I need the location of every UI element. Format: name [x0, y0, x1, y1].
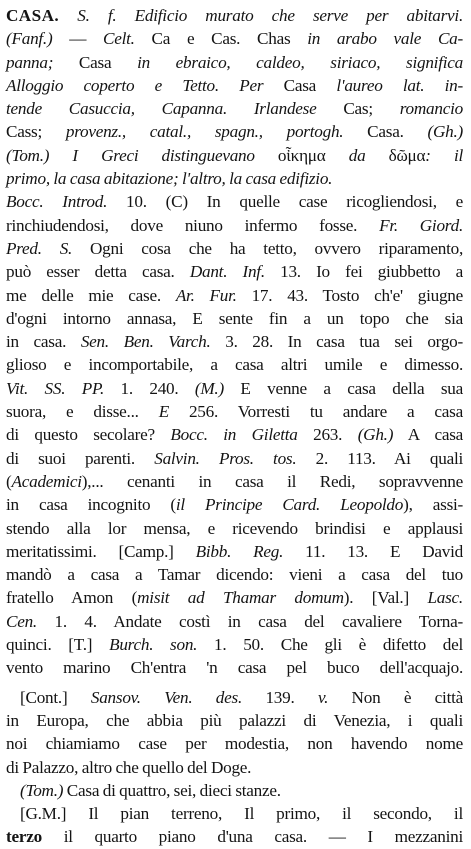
entry-line — [6, 802, 463, 825]
entry-text: mandò a casa a Tamar dicendo: vieni a casa del tuo — [6, 565, 463, 585]
italic-text: Cen. — [6, 611, 37, 631]
entry-line — [6, 144, 463, 167]
entry-line — [6, 586, 463, 609]
entry-text: in casa. — [6, 332, 81, 352]
entry-text: 1. 240. — [104, 378, 195, 398]
italic-text: tende Casuccia, Capanna. Irlandese — [6, 99, 317, 119]
entry-text: 3. 28. In casa tua sei orgo- — [210, 332, 464, 352]
entry-text: suora, e disse... — [6, 402, 159, 422]
entry-text: Casa — [263, 75, 337, 95]
italic-text: : il — [425, 145, 463, 165]
italic-text: Bibb. Reg. — [195, 541, 284, 561]
entry-text: d'ogni intorno annasa, E sente fin a un topo che sia — [6, 308, 463, 328]
italic-text: Pred. S. — [6, 238, 73, 258]
entry-text: Casa di quattro, sei, dieci stanze. — [63, 780, 281, 800]
entry-line — [6, 610, 463, 633]
italic-text: in ebraico, caldeo, siriaco, significa — [137, 52, 463, 72]
italic-text: il Principe Card. Leopoldo — [175, 495, 404, 515]
italic-text: Lasc. — [427, 588, 463, 608]
entry-line — [6, 686, 463, 709]
entry-line — [6, 4, 463, 27]
italic-text: romancio — [399, 99, 463, 119]
entry-line — [6, 779, 463, 802]
entry-text: ), assi- — [403, 495, 464, 515]
entry-text: fratello Amon ( — [6, 588, 138, 608]
entry-text: stendo alla lor mensa, e ricevendo brindisi e applausi — [6, 518, 463, 538]
italic-text: E — [158, 402, 169, 422]
entry-text: rinchiudendosi, dove niuno infermo fosse. — [6, 215, 380, 235]
italic-text: Vit. SS. PP. — [6, 378, 105, 398]
entry-text: di suoi parenti. — [6, 448, 155, 468]
entry-line — [6, 423, 463, 446]
entry-line — [6, 377, 463, 400]
entry-text: in casa incognito ( — [6, 495, 176, 515]
entry-line — [6, 330, 463, 353]
italic-text: da — [348, 145, 366, 165]
entry-text: E venne a casa della sua — [223, 378, 463, 398]
italic-text: Academici — [11, 471, 82, 491]
entry-text: ). [Val.] — [343, 588, 428, 608]
entry-text: vento marino Ch'entra 'n casa pel buco dell'acquajo. — [6, 658, 463, 678]
entry-text: ),... cenanti in casa il Redi, sopravvenne — [81, 471, 463, 491]
entry-text: [Cont.] — [20, 687, 91, 707]
italic-text: (Tom.) I Greci distinguevano — [6, 145, 255, 165]
italic-text: Dant. Inf. — [189, 262, 265, 282]
entry-text: Ca e Cas. Chas — [134, 29, 308, 49]
entry-line — [6, 167, 463, 190]
italic-text: Bocc. in Giletta — [170, 425, 298, 445]
italic-text: S. f. Edificio murato che serve per abitarvi. — [77, 6, 463, 25]
italic-text: (Tom.) — [20, 780, 64, 800]
entry-text: 1. 50. Che gli è difetto del — [197, 635, 463, 655]
entry-line — [6, 214, 463, 237]
italic-text: provenz., catal., spagn., portogh. — [65, 122, 344, 142]
entry-line — [6, 400, 463, 423]
italic-text: (Gh.) — [357, 425, 394, 445]
italic-text: Celt. — [103, 29, 135, 49]
entry-text: di Palazzo, altro che quello del Doge. — [6, 757, 252, 777]
italic-text: (M.) — [194, 378, 224, 398]
entry-text: il quarto piano d'una casa. — I mezzanini — [41, 827, 463, 847]
entry-text: οἶκημα — [254, 145, 349, 165]
italic-text: (Fanf.) — [6, 29, 53, 49]
italic-text: Fr. Giord. — [379, 215, 463, 235]
entry-text: Cas; — [316, 99, 400, 119]
entry-line — [6, 260, 463, 283]
entry-text: di questo secolare? — [6, 425, 171, 445]
italic-text: l'aureo lat. in- — [336, 75, 463, 95]
entry-text — [59, 6, 77, 25]
entry-line — [6, 284, 463, 307]
italic-text: misit ad Thamar domum — [137, 588, 344, 608]
italic-text: Alloggio coperto e Tetto. Per — [6, 75, 264, 95]
entry-text: me delle mie case. — [6, 285, 176, 305]
entry-line — [6, 307, 463, 330]
dictionary-entry-casa — [6, 4, 463, 849]
italic-text: in arabo vale Ca- — [307, 29, 463, 49]
entry-text: 11. 13. E David — [283, 541, 463, 561]
entry-line — [6, 563, 463, 586]
entry-text: ( — [6, 471, 12, 491]
entry-text: — — [52, 29, 104, 49]
bold-text: CASA. — [6, 6, 60, 25]
entry-text: δῶμα — [365, 145, 426, 165]
entry-line — [6, 190, 463, 213]
entry-text: [G.M.] Il pian terreno, Il primo, il secondo, il — [20, 804, 463, 824]
entry-line — [6, 27, 463, 50]
entry-text: 256. Vorresti tu andare a casa — [168, 402, 463, 422]
italic-text: panna; — [6, 52, 54, 72]
entry-text: 139. — [242, 687, 318, 707]
entry-text: 17. 43. Tosto ch'e' giugne — [236, 285, 464, 305]
entry-line — [6, 120, 463, 143]
entry-text: Casa. — [343, 122, 428, 142]
entry-line — [6, 493, 463, 516]
entry-line — [6, 51, 463, 74]
entry-text: Casa — [53, 52, 138, 72]
italic-text: (Gh.) — [427, 122, 463, 142]
entry-line — [6, 756, 463, 779]
entry-text: 1. 4. Andate costì in casa del cavaliere Torna- — [36, 611, 463, 631]
entry-text: Ogni cosa che ha tetto, ovvero riparamento, — [72, 238, 463, 258]
italic-text: v. — [317, 687, 329, 707]
italic-text: Ar. Fur. — [175, 285, 237, 305]
entry-text: Cass; — [6, 122, 66, 142]
italic-text: Bocc. Introd. — [6, 192, 108, 212]
entry-line — [6, 732, 463, 755]
entry-text: 10. (C) In quelle case ricogliendosi, e — [107, 192, 463, 212]
entry-line — [6, 709, 463, 732]
italic-text: Sen. Ben. Varch. — [80, 332, 211, 352]
entry-text: in Europa, che abbia più palazzi di Venezia, i quali — [6, 710, 463, 730]
entry-line — [6, 517, 463, 540]
entry-text: Non è città — [328, 687, 463, 707]
entry-line — [6, 540, 463, 563]
entry-text: 2. 113. Ai quali — [296, 448, 464, 468]
entry-text: 13. Io fei giubbetto a — [264, 262, 463, 282]
entry-text: può esser detta casa. — [6, 262, 190, 282]
entry-line — [6, 237, 463, 260]
entry-text: A casa — [393, 425, 464, 445]
entry-line — [6, 656, 463, 679]
entry-line — [6, 74, 463, 97]
entry-text: glioso e incomportabile, a casa altri umile e dimesso. — [6, 355, 463, 375]
italic-text: Sansov. Ven. des. — [90, 687, 243, 707]
entry-text: 263. — [297, 425, 358, 445]
bold-text: terzo — [6, 827, 42, 847]
entry-line — [6, 633, 463, 656]
italic-text: Burch. son. — [109, 635, 198, 655]
entry-line — [6, 825, 463, 848]
entry-text: meritatissimi. [Camp.] — [6, 541, 196, 561]
entry-line — [6, 470, 463, 493]
entry-line — [6, 97, 463, 120]
italic-text: primo, la casa abitazione; l'altro, la casa edifizio. — [6, 169, 333, 189]
entry-text: noi chiamiamo case per modestia, non havendo nome — [6, 734, 463, 754]
entry-line — [6, 447, 463, 470]
italic-text: Salvin. Pros. tos. — [154, 448, 297, 468]
entry-line — [6, 353, 463, 376]
entry-text: quinci. [T.] — [6, 635, 110, 655]
